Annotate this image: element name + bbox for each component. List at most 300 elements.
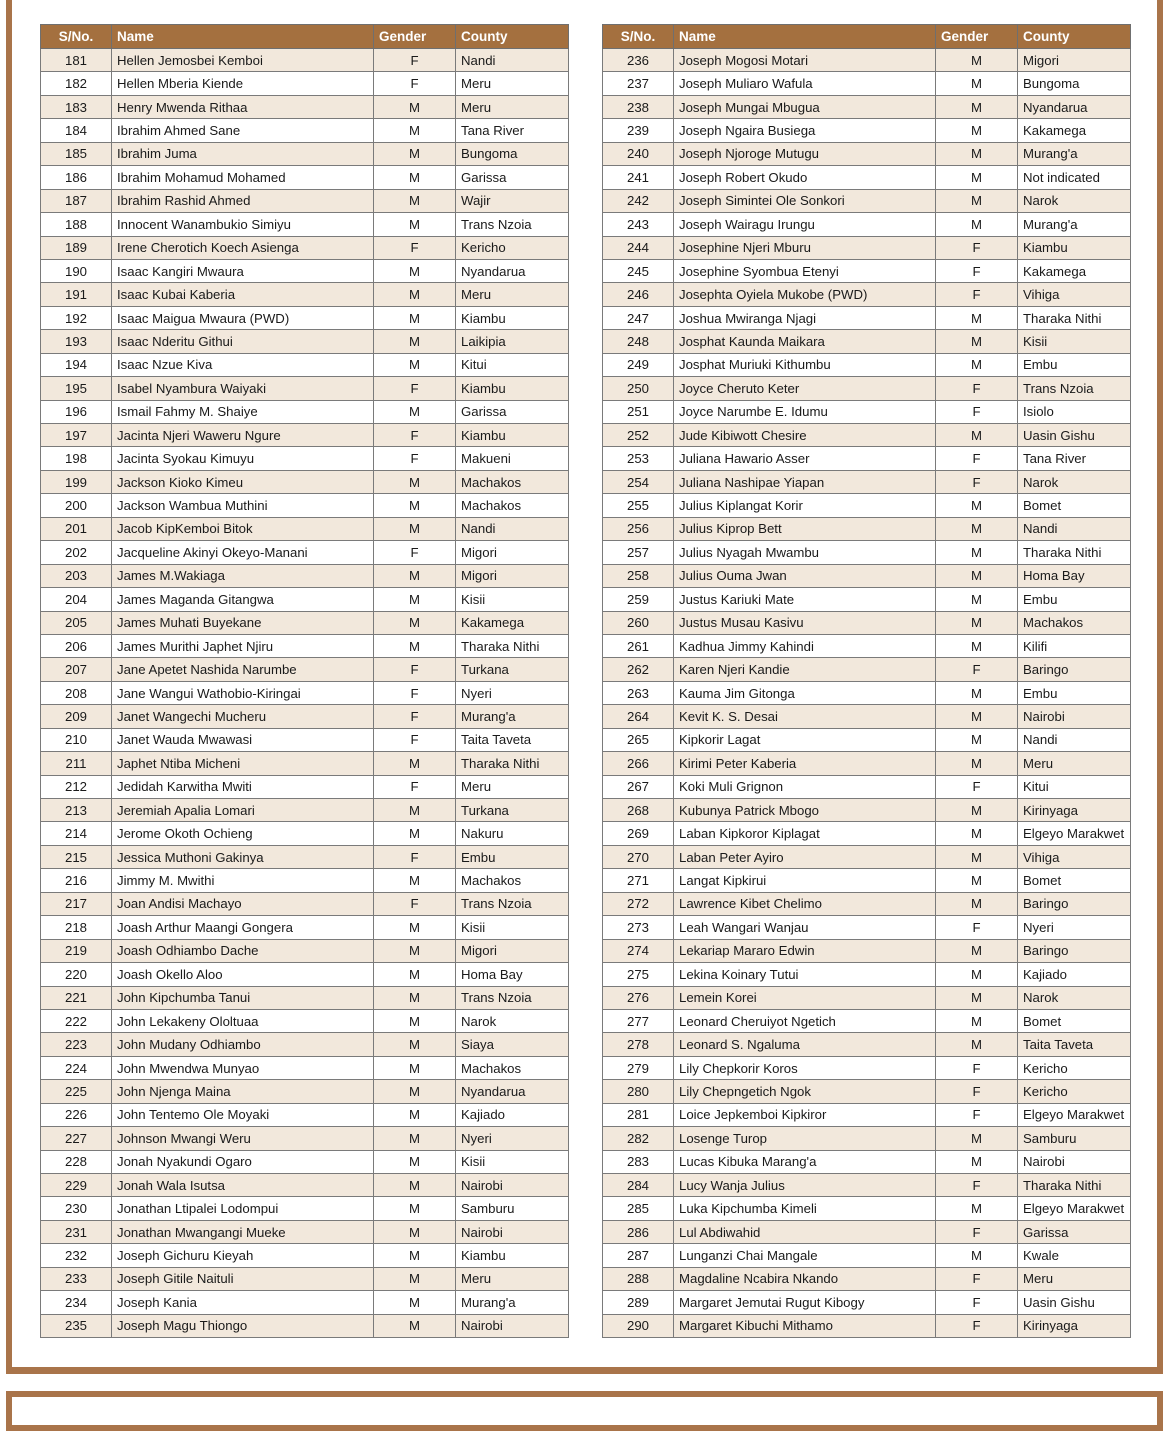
cell-sno: 275 bbox=[603, 963, 674, 986]
cell-sno: 279 bbox=[603, 1056, 674, 1079]
cell-sno: 280 bbox=[603, 1080, 674, 1103]
cell-gender: M bbox=[936, 1244, 1018, 1267]
cell-gender: M bbox=[374, 564, 456, 587]
cell-gender: M bbox=[936, 869, 1018, 892]
cell-county: Kisii bbox=[456, 916, 569, 939]
table-row bbox=[603, 517, 1131, 540]
cell-county: Kiambu bbox=[456, 306, 569, 329]
cell-sno: 259 bbox=[603, 588, 674, 611]
cell-name: James Muhati Buyekane bbox=[112, 611, 374, 634]
cell-name: Joseph Kania bbox=[112, 1291, 374, 1314]
cell-gender: F bbox=[936, 1267, 1018, 1290]
cell-gender: M bbox=[374, 1244, 456, 1267]
table-row bbox=[603, 752, 1131, 775]
table-row bbox=[603, 377, 1131, 400]
cell-county: Embu bbox=[1018, 353, 1131, 376]
cell-sno: 237 bbox=[603, 72, 674, 95]
cell-sno: 252 bbox=[603, 424, 674, 447]
cell-gender: M bbox=[936, 799, 1018, 822]
cell-gender: M bbox=[936, 1009, 1018, 1032]
cell-name: Kauma Jim Gitonga bbox=[674, 681, 936, 704]
header-gender: Gender bbox=[936, 25, 1018, 49]
cell-name: Leonard Cheruiyot Ngetich bbox=[674, 1009, 936, 1032]
table-row bbox=[603, 541, 1131, 564]
table-row bbox=[603, 1267, 1131, 1290]
cell-sno: 270 bbox=[603, 845, 674, 868]
table-row bbox=[603, 634, 1131, 657]
table-row bbox=[41, 822, 569, 845]
cell-name: Loice Jepkemboi Kipkiror bbox=[674, 1103, 936, 1126]
cell-name: Ibrahim Juma bbox=[112, 142, 374, 165]
table-row bbox=[41, 447, 569, 470]
cell-name: Joseph Mungai Mbugua bbox=[674, 95, 936, 118]
cell-sno: 200 bbox=[41, 494, 112, 517]
cell-sno: 218 bbox=[41, 916, 112, 939]
cell-county: Turkana bbox=[456, 658, 569, 681]
header-sno: S/No. bbox=[603, 25, 674, 49]
cell-name: Justus Kariuki Mate bbox=[674, 588, 936, 611]
table-row bbox=[603, 658, 1131, 681]
cell-sno: 242 bbox=[603, 189, 674, 212]
cell-name: Ismail Fahmy M. Shaiye bbox=[112, 400, 374, 423]
header-county: County bbox=[1018, 25, 1131, 49]
cell-sno: 251 bbox=[603, 400, 674, 423]
cell-name: Isaac Maigua Mwaura (PWD) bbox=[112, 306, 374, 329]
cell-gender: M bbox=[374, 611, 456, 634]
table-row bbox=[41, 166, 569, 189]
cell-gender: M bbox=[374, 1220, 456, 1243]
cell-sno: 213 bbox=[41, 799, 112, 822]
cell-county: Narok bbox=[1018, 470, 1131, 493]
cell-county: Kiambu bbox=[456, 377, 569, 400]
cell-gender: M bbox=[374, 916, 456, 939]
cell-name: Justus Musau Kasivu bbox=[674, 611, 936, 634]
cell-sno: 198 bbox=[41, 447, 112, 470]
cell-name: Kipkorir Lagat bbox=[674, 728, 936, 751]
table-row bbox=[41, 95, 569, 118]
cell-sno: 187 bbox=[41, 189, 112, 212]
cell-county: Trans Nzoia bbox=[456, 213, 569, 236]
cell-county: Tharaka Nithi bbox=[1018, 306, 1131, 329]
cell-county: Meru bbox=[456, 283, 569, 306]
cell-gender: M bbox=[936, 424, 1018, 447]
cell-name: Lunganzi Chai Mangale bbox=[674, 1244, 936, 1267]
table-row bbox=[41, 213, 569, 236]
cell-sno: 247 bbox=[603, 306, 674, 329]
cell-name: Johnson Mwangi Weru bbox=[112, 1127, 374, 1150]
next-page-frame bbox=[6, 1391, 1163, 1431]
cell-county: Laikipia bbox=[456, 330, 569, 353]
cell-name: Isaac Nzue Kiva bbox=[112, 353, 374, 376]
cell-name: Jackson Kioko Kimeu bbox=[112, 470, 374, 493]
cell-name: Henry Mwenda Rithaa bbox=[112, 95, 374, 118]
cell-county: Trans Nzoia bbox=[1018, 377, 1131, 400]
cell-gender: F bbox=[374, 424, 456, 447]
cell-sno: 209 bbox=[41, 705, 112, 728]
cell-sno: 201 bbox=[41, 517, 112, 540]
cell-county: Tana River bbox=[456, 119, 569, 142]
cell-county: Machakos bbox=[456, 1056, 569, 1079]
cell-name: Jacinta Njeri Waweru Ngure bbox=[112, 424, 374, 447]
table-row bbox=[41, 259, 569, 282]
cell-sno: 204 bbox=[41, 588, 112, 611]
cell-name: Kadhua Jimmy Kahindi bbox=[674, 634, 936, 657]
cell-gender: M bbox=[936, 189, 1018, 212]
table-row bbox=[603, 869, 1131, 892]
cell-gender: M bbox=[374, 400, 456, 423]
cell-gender: M bbox=[374, 494, 456, 517]
cell-sno: 283 bbox=[603, 1150, 674, 1173]
table-row bbox=[41, 775, 569, 798]
cell-name: Lucas Kibuka Marang'a bbox=[674, 1150, 936, 1173]
table-row bbox=[603, 1103, 1131, 1126]
cell-county: Elgeyo Marakwet bbox=[1018, 822, 1131, 845]
cell-name: Jimmy M. Mwithi bbox=[112, 869, 374, 892]
cell-name: Isaac Kubai Kaberia bbox=[112, 283, 374, 306]
table-row bbox=[603, 588, 1131, 611]
table-row bbox=[41, 1056, 569, 1079]
cell-name: Irene Cherotich Koech Asienga bbox=[112, 236, 374, 259]
table-row bbox=[41, 705, 569, 728]
cell-gender: M bbox=[374, 986, 456, 1009]
cell-name: Lekariap Mararo Edwin bbox=[674, 939, 936, 962]
cell-county: Meru bbox=[456, 95, 569, 118]
cell-name: Joseph Ngaira Busiega bbox=[674, 119, 936, 142]
header-name: Name bbox=[112, 25, 374, 49]
cell-sno: 202 bbox=[41, 541, 112, 564]
cell-county: Machakos bbox=[456, 470, 569, 493]
cell-gender: M bbox=[374, 869, 456, 892]
cell-name: Joseph Gitile Naituli bbox=[112, 1267, 374, 1290]
cell-name: Joseph Gichuru Kieyah bbox=[112, 1244, 374, 1267]
table-row bbox=[41, 681, 569, 704]
cell-sno: 189 bbox=[41, 236, 112, 259]
cell-gender: M bbox=[374, 1174, 456, 1197]
table-row bbox=[41, 517, 569, 540]
table-row bbox=[603, 845, 1131, 868]
cell-gender: M bbox=[374, 752, 456, 775]
table-row bbox=[41, 306, 569, 329]
cell-gender: F bbox=[936, 400, 1018, 423]
cell-gender: M bbox=[374, 166, 456, 189]
cell-sno: 182 bbox=[41, 72, 112, 95]
cell-county: Nandi bbox=[1018, 517, 1131, 540]
cell-gender: M bbox=[374, 799, 456, 822]
header-name: Name bbox=[674, 25, 936, 49]
cell-sno: 235 bbox=[41, 1314, 112, 1337]
table-row bbox=[603, 119, 1131, 142]
table-row bbox=[603, 494, 1131, 517]
cell-sno: 250 bbox=[603, 377, 674, 400]
table-row bbox=[603, 447, 1131, 470]
cell-sno: 196 bbox=[41, 400, 112, 423]
cell-sno: 233 bbox=[41, 1267, 112, 1290]
cell-county: Meru bbox=[456, 775, 569, 798]
cell-name: Julius Ouma Jwan bbox=[674, 564, 936, 587]
cell-gender: M bbox=[936, 213, 1018, 236]
cell-name: Joseph Muliaro Wafula bbox=[674, 72, 936, 95]
cell-gender: M bbox=[936, 681, 1018, 704]
cell-gender: M bbox=[936, 517, 1018, 540]
cell-gender: F bbox=[936, 1056, 1018, 1079]
cell-county: Machakos bbox=[1018, 611, 1131, 634]
cell-gender: M bbox=[936, 752, 1018, 775]
cell-sno: 226 bbox=[41, 1103, 112, 1126]
cell-name: Josphat Kaunda Maikara bbox=[674, 330, 936, 353]
cell-gender: F bbox=[374, 447, 456, 470]
cell-sno: 191 bbox=[41, 283, 112, 306]
cell-gender: F bbox=[936, 377, 1018, 400]
cell-name: Lawrence Kibet Chelimo bbox=[674, 892, 936, 915]
cell-sno: 228 bbox=[41, 1150, 112, 1173]
cell-county: Vihiga bbox=[1018, 845, 1131, 868]
cell-sno: 210 bbox=[41, 728, 112, 751]
cell-name: Juliana Nashipae Yiapan bbox=[674, 470, 936, 493]
table-row bbox=[603, 283, 1131, 306]
cell-sno: 234 bbox=[41, 1291, 112, 1314]
cell-county: Nairobi bbox=[456, 1174, 569, 1197]
cell-name: Jessica Muthoni Gakinya bbox=[112, 845, 374, 868]
cell-county: Bungoma bbox=[456, 142, 569, 165]
cell-gender: M bbox=[374, 283, 456, 306]
cell-county: Migori bbox=[1018, 49, 1131, 72]
cell-gender: M bbox=[936, 939, 1018, 962]
cell-sno: 258 bbox=[603, 564, 674, 587]
cell-county: Taita Taveta bbox=[456, 728, 569, 751]
cell-name: Ibrahim Ahmed Sane bbox=[112, 119, 374, 142]
cell-sno: 227 bbox=[41, 1127, 112, 1150]
cell-county: Trans Nzoia bbox=[456, 892, 569, 915]
cell-county: Embu bbox=[1018, 588, 1131, 611]
cell-county: Taita Taveta bbox=[1018, 1033, 1131, 1056]
table-row bbox=[41, 1174, 569, 1197]
cell-gender: M bbox=[936, 892, 1018, 915]
cell-sno: 245 bbox=[603, 259, 674, 282]
cell-county: Baringo bbox=[1018, 892, 1131, 915]
table-row bbox=[603, 1009, 1131, 1032]
cell-county: Nyeri bbox=[456, 1127, 569, 1150]
cell-gender: M bbox=[936, 705, 1018, 728]
cell-county: Bomet bbox=[1018, 494, 1131, 517]
cell-name: Lemein Korei bbox=[674, 986, 936, 1009]
cell-county: Nandi bbox=[1018, 728, 1131, 751]
cell-county: Not indicated bbox=[1018, 166, 1131, 189]
cell-name: Laban Kipkoror Kiplagat bbox=[674, 822, 936, 845]
cell-gender: F bbox=[374, 681, 456, 704]
cell-name: Jacob KipKemboi Bitok bbox=[112, 517, 374, 540]
cell-sno: 181 bbox=[41, 49, 112, 72]
cell-name: Japhet Ntiba Micheni bbox=[112, 752, 374, 775]
cell-name: John Lekakeny Ololtuaa bbox=[112, 1009, 374, 1032]
table-row bbox=[603, 306, 1131, 329]
cell-county: Samburu bbox=[1018, 1127, 1131, 1150]
cell-county: Siaya bbox=[456, 1033, 569, 1056]
table-row bbox=[41, 1244, 569, 1267]
cell-gender: M bbox=[374, 963, 456, 986]
cell-gender: F bbox=[936, 1174, 1018, 1197]
table-row bbox=[41, 939, 569, 962]
cell-name: James M.Wakiaga bbox=[112, 564, 374, 587]
cell-sno: 284 bbox=[603, 1174, 674, 1197]
cell-gender: M bbox=[374, 1267, 456, 1290]
cell-gender: M bbox=[374, 306, 456, 329]
cell-sno: 230 bbox=[41, 1197, 112, 1220]
table-row bbox=[41, 1009, 569, 1032]
cell-gender: F bbox=[374, 541, 456, 564]
cell-county: Nakuru bbox=[456, 822, 569, 845]
cell-sno: 260 bbox=[603, 611, 674, 634]
table-row bbox=[603, 236, 1131, 259]
cell-county: Embu bbox=[1018, 681, 1131, 704]
table-row bbox=[603, 189, 1131, 212]
cell-gender: M bbox=[936, 49, 1018, 72]
cell-sno: 197 bbox=[41, 424, 112, 447]
cell-name: Joseph Simintei Ole Sonkori bbox=[674, 189, 936, 212]
cell-name: Jackson Wambua Muthini bbox=[112, 494, 374, 517]
cell-gender: M bbox=[936, 1197, 1018, 1220]
cell-gender: F bbox=[936, 236, 1018, 259]
cell-county: Nyeri bbox=[456, 681, 569, 704]
cell-sno: 265 bbox=[603, 728, 674, 751]
cell-county: Kirinyaga bbox=[1018, 799, 1131, 822]
table-row bbox=[603, 564, 1131, 587]
cell-gender: M bbox=[936, 353, 1018, 376]
cell-sno: 243 bbox=[603, 213, 674, 236]
table-row bbox=[41, 752, 569, 775]
cell-sno: 221 bbox=[41, 986, 112, 1009]
cell-county: Nyandarua bbox=[1018, 95, 1131, 118]
cell-county: Nairobi bbox=[456, 1220, 569, 1243]
cell-name: James Maganda Gitangwa bbox=[112, 588, 374, 611]
table-row bbox=[603, 1291, 1131, 1314]
cell-county: Tharaka Nithi bbox=[456, 634, 569, 657]
cell-gender: F bbox=[374, 845, 456, 868]
cell-name: James Murithi Japhet Njiru bbox=[112, 634, 374, 657]
table-row bbox=[41, 1220, 569, 1243]
cell-name: Isaac Nderitu Githui bbox=[112, 330, 374, 353]
cell-county: Kericho bbox=[456, 236, 569, 259]
table-row bbox=[41, 470, 569, 493]
cell-gender: M bbox=[374, 470, 456, 493]
cell-sno: 231 bbox=[41, 1220, 112, 1243]
cell-gender: M bbox=[936, 822, 1018, 845]
cell-gender: M bbox=[374, 353, 456, 376]
cell-gender: M bbox=[374, 119, 456, 142]
cell-name: Josephine Njeri Mburu bbox=[674, 236, 936, 259]
cell-gender: F bbox=[936, 1314, 1018, 1337]
cell-name: Jane Wangui Wathobio-Kiringai bbox=[112, 681, 374, 704]
table-row bbox=[603, 142, 1131, 165]
cell-county: Makueni bbox=[456, 447, 569, 470]
cell-sno: 266 bbox=[603, 752, 674, 775]
cell-name: Josphat Muriuki Kithumbu bbox=[674, 353, 936, 376]
table-row bbox=[603, 963, 1131, 986]
cell-county: Garissa bbox=[456, 166, 569, 189]
cell-county: Bomet bbox=[1018, 1009, 1131, 1032]
cell-county: Kajiado bbox=[1018, 963, 1131, 986]
cell-sno: 281 bbox=[603, 1103, 674, 1126]
roster-table-right bbox=[602, 24, 1131, 1338]
cell-gender: M bbox=[936, 119, 1018, 142]
cell-sno: 219 bbox=[41, 939, 112, 962]
cell-gender: M bbox=[936, 634, 1018, 657]
cell-county: Murang'a bbox=[456, 1291, 569, 1314]
cell-gender: F bbox=[374, 892, 456, 915]
cell-county: Murang'a bbox=[456, 705, 569, 728]
cell-name: Joash Arthur Maangi Gongera bbox=[112, 916, 374, 939]
cell-county: Nairobi bbox=[456, 1314, 569, 1337]
roster-table-left bbox=[40, 24, 569, 1338]
cell-name: Joseph Wairagu Irungu bbox=[674, 213, 936, 236]
cell-gender: M bbox=[374, 1056, 456, 1079]
cell-name: Julius Kiplangat Korir bbox=[674, 494, 936, 517]
table-row bbox=[603, 775, 1131, 798]
cell-gender: M bbox=[374, 1291, 456, 1314]
table-row bbox=[41, 1080, 569, 1103]
cell-sno: 217 bbox=[41, 892, 112, 915]
cell-sno: 254 bbox=[603, 470, 674, 493]
cell-sno: 244 bbox=[603, 236, 674, 259]
cell-county: Kiambu bbox=[456, 424, 569, 447]
cell-sno: 264 bbox=[603, 705, 674, 728]
table-row bbox=[41, 72, 569, 95]
table-row bbox=[41, 634, 569, 657]
cell-name: Janet Wauda Mwawasi bbox=[112, 728, 374, 751]
cell-sno: 207 bbox=[41, 658, 112, 681]
cell-sno: 255 bbox=[603, 494, 674, 517]
table-row bbox=[603, 424, 1131, 447]
cell-gender: M bbox=[936, 963, 1018, 986]
cell-sno: 194 bbox=[41, 353, 112, 376]
table-row bbox=[603, 939, 1131, 962]
cell-county: Kirinyaga bbox=[1018, 1314, 1131, 1337]
table-row bbox=[603, 1127, 1131, 1150]
cell-sno: 224 bbox=[41, 1056, 112, 1079]
cell-name: Jude Kibiwott Chesire bbox=[674, 424, 936, 447]
cell-county: Kiambu bbox=[1018, 236, 1131, 259]
cell-name: Laban Peter Ayiro bbox=[674, 845, 936, 868]
table-row bbox=[603, 1080, 1131, 1103]
cell-county: Kisii bbox=[456, 1150, 569, 1173]
cell-name: John Kipchumba Tanui bbox=[112, 986, 374, 1009]
cell-name: Jeremiah Apalia Lomari bbox=[112, 799, 374, 822]
cell-county: Kakamega bbox=[1018, 119, 1131, 142]
cell-sno: 248 bbox=[603, 330, 674, 353]
cell-name: Jonathan Ltipalei Lodompui bbox=[112, 1197, 374, 1220]
table-row bbox=[603, 49, 1131, 72]
cell-sno: 199 bbox=[41, 470, 112, 493]
table-row bbox=[603, 259, 1131, 282]
cell-name: Hellen Jemosbei Kemboi bbox=[112, 49, 374, 72]
cell-sno: 206 bbox=[41, 634, 112, 657]
table-row bbox=[41, 400, 569, 423]
cell-gender: M bbox=[936, 541, 1018, 564]
table-row bbox=[603, 1314, 1131, 1337]
cell-sno: 211 bbox=[41, 752, 112, 775]
cell-sno: 261 bbox=[603, 634, 674, 657]
cell-name: Ibrahim Mohamud Mohamed bbox=[112, 166, 374, 189]
cell-name: Joan Andisi Machayo bbox=[112, 892, 374, 915]
cell-name: Leah Wangari Wanjau bbox=[674, 916, 936, 939]
table-row bbox=[41, 611, 569, 634]
table-row bbox=[603, 1220, 1131, 1243]
cell-county: Kericho bbox=[1018, 1080, 1131, 1103]
table-row bbox=[603, 1033, 1131, 1056]
table-row bbox=[41, 330, 569, 353]
cell-sno: 192 bbox=[41, 306, 112, 329]
cell-gender: M bbox=[936, 588, 1018, 611]
header-row bbox=[41, 25, 569, 49]
